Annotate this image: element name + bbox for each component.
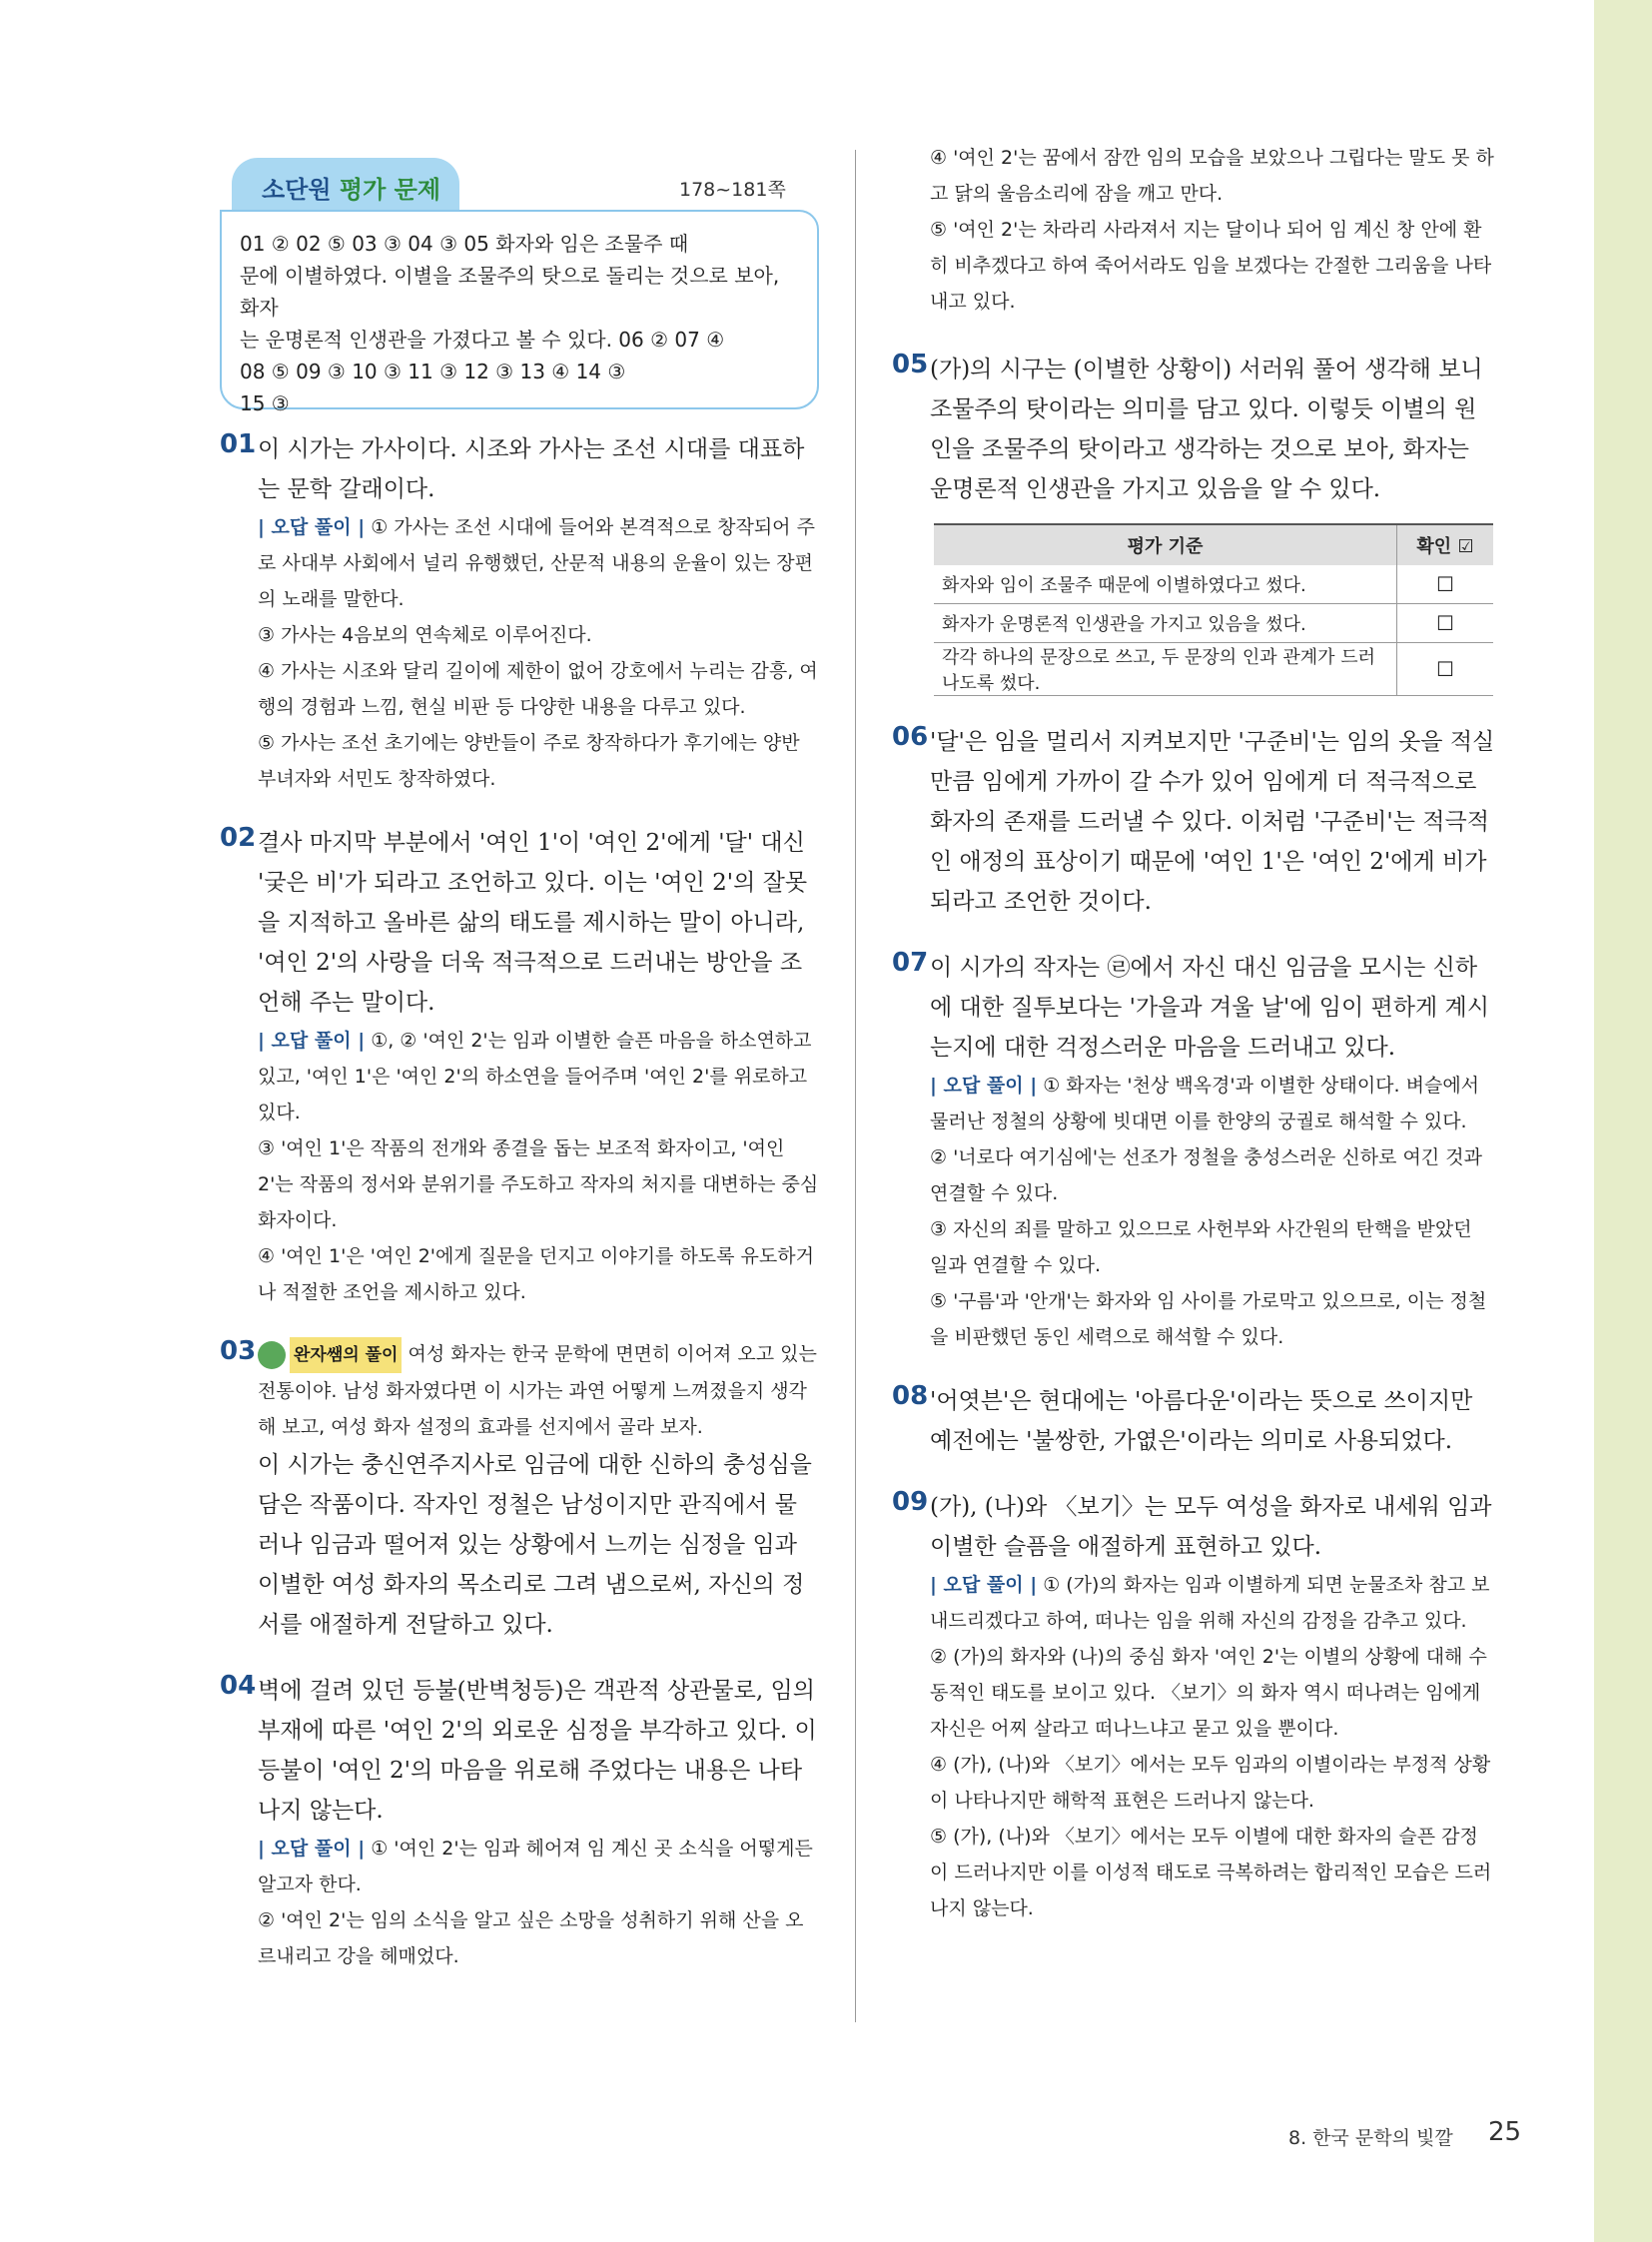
question-08: 08 '어엿븐'은 현대에는 '아름다운'이라는 뜻으로 쓰이지만 예전에는 '불쌍한, 가엾은'이라는 의미로 사용되었다. xyxy=(892,1381,1473,1454)
left-column xyxy=(220,429,819,2000)
question-01: 01 이 시가는 가사이다. 시조와 가사는 조선 시대를 대표하는 문학 갈래이다. | 오답 풀이 | ① 가사는 조선 시대에 들어와 본격적으로 창작되어 주로 사대부 사회에서 널리 유행했던, 산문적 내용의 운율이 있는 장편의 노래를 말한다. ③ 가사는 4음보의 연속체로 이루어진다. ④ 가사는 시조와 달리 길이에 제한이 없어 강호에서 누리는 감흥, 여행의 경험과 느낌, 현실 비판 등 다양한 내용을 다루고 있다. ⑤ 가사는 조선 초기에는 양반들이 주로 창작하다가 후기에는 양반 부녀자와 서민도 창작하였다. xyxy=(220,429,818,790)
page-number: 25 xyxy=(1488,2117,1522,2147)
evaluation-table: 평가 기준 확인 ☑ 화자와 임이 조물주 때문에 이별하였다고 썼다. ☐ 화자가 운명론적 인생관을 가지고 있음을 썼다. ☐ 각각 하나의 문장으로 쓰고, 두 문장의 인과 관계가 드러나도록 썼다. ☐ xyxy=(934,523,1493,696)
checkbox[interactable]: ☐ xyxy=(1397,643,1494,696)
checkbox[interactable]: ☐ xyxy=(1397,565,1494,604)
answer-list: 01 ② 02 ⑤ 03 ③ 04 ③ 05 화자와 임은 조물주 때 문에 이별하였다. 이별을 조물주의 탓으로 돌리는 것으로 보아, 화자 는 운명론적 인생관을 가졌다고 볼 수 있다. 06 ② 07 ④ 08 ⑤ 09 ③ 10 ③ 11 ③ 12 ③ 13 ④ 14 ③ 15 ③ xyxy=(240,232,780,415)
page-range: 178~181쪽 xyxy=(679,179,786,201)
question-04: 04 벽에 걸려 있던 등불(반벽청등)은 객관적 상관물로, 임의 부재에 따른 '여인 2'의 외로운 심정을 부각하고 있다. 이 등불이 '여인 2'의 마음을 위로해 주었다는 내용은 나타나지 않는다. | 오답 풀이 | ① '여인 2'는 임과 헤어져 임 계신 곳 소식을 어떻게든 알고자 한다. ② '여인 2'는 임의 소식을 알고 싶은 소망을 성취하기 위해 산을 오르내리고 강을 헤매었다. xyxy=(220,1671,817,1967)
question-06: 06 '달'은 임을 멀리서 지켜보지만 '구준비'는 임의 옷을 적실 만큼 임에게 가까이 갈 수가 있어 임에게 더 적극적으로 화자의 존재를 드러낼 수 있다. 이처럼 '구준비'는 적극적인 애정의 표상이기 때문에 '여인 1'은 '여인 2'에게 비가 되라고 조언한 것이다. xyxy=(892,722,1495,915)
chapter-title: 8. 한국 문학의 빛깔 xyxy=(1288,2127,1453,2149)
question-05: 05 (가)의 시구는 (이별한 상황이) 서러워 풀어 생각해 보니 조물주의 탓이라는 의미를 담고 있다. 이렇듯 이별의 원인을 조물주의 탓이라고 생각하는 것으로 보아, 화자는 운명론적 인생관을 가지고 있음을 알 수 있다. 평가 기준 확인 ☑ 화자와 임이 조물주 때문에 이별하였다고 썼다. ☐ 화자가 운명론적 인생관을 가지고 있음을 썼다. ☐ 각각 하나의 문장으로 쓰고, 두 문장의 인과 관계가 드러나도록 썼다. ☐ xyxy=(892,350,1495,696)
section-title: 소단원 평가 문제 xyxy=(262,176,441,204)
tutor-icon xyxy=(258,1341,286,1369)
question-02: 02 결사 마지막 부분에서 '여인 1'이 '여인 2'에게 '달' 대신 '궂은 비'가 되라고 조언하고 있다. 이는 '여인 2'의 잘못을 지적하고 올바른 삶의 태도를 제시하는 말이 아니라, '여인 2'의 사랑을 더욱 적극적으로 드러내는 방안을 조언해 주는 말이다. | 오답 풀이 | ①, ② '여인 2'는 임과 이별한 슬픈 마음을 하소연하고 있고, '여인 1'은 '여인 2'의 하소연을 들어주며 '여인 2'를 위로하고 있다. ③ '여인 1'은 작품의 전개와 종결을 돕는 보조적 화자이고, '여인 2'는 작품의 정서와 분위기를 주도하고 작자의 처지를 대변하는 중심 화자이다. ④ '여인 1'은 '여인 2'에게 질문을 던지고 이야기를 하도록 유도하거나 적절한 조언을 제시하고 있다. xyxy=(220,823,819,1303)
right-column xyxy=(892,140,1495,1952)
tutor-badge: 완자쌤의 풀이 xyxy=(290,1337,402,1373)
question-09: 09 (가), (나)와 〈보기〉는 모두 여성을 화자로 내세워 임과 이별한 슬픔을 애절하게 표현하고 있다. | 오답 풀이 | ① (가)의 화자는 임과 이별하게 되면 눈물조차 참고 보내드리겠다고 하여, 떠나는 임을 위해 자신의 감정을 감추고 있다. ② (가)의 화자와 (나)의 중심 화자 '여인 2'는 이별의 상황에 대해 수동적인 태도를 보이고 있다. 〈보기〉의 화자 역시 떠나려는 임에게 자신은 어찌 살라고 떠나느냐고 묻고 있을 뿐이다. ④ (가), (나)와 〈보기〉에서는 모두 임과의 이별이라는 부정적 상황이 나타나지만 해학적 표현은 드러나지 않는다. ⑤ (가), (나)와 〈보기〉에서는 모두 이별에 대한 화자의 슬픈 감정이 드러나지만 이를 이성적 태도로 극복하려는 합리적인 모습은 드러나지 않는다. xyxy=(892,1487,1492,1919)
question-04-cont: ④ '여인 2'는 꿈에서 잠깐 임의 모습을 보았으나 그립다는 말도 못 하고 닭의 울음소리에 잠을 깨고 만다. ⑤ '여인 2'는 차라리 사라져서 지는 달이나 되어 임 계신 창 안에 환히 비추겠다고 하여 죽어서라도 임을 보겠다는 간절한 그리움을 나타내고 있다. xyxy=(930,147,1494,313)
question-03: 03 완자쌤의 풀이 여성 화자는 한국 문학에 면면히 이어져 오고 있는 전통이야. 남성 화자였다면 이 시가는 과연 어떻게 느껴졌을지 생각해 보고, 여성 화자 설정의 효과를 선지에서 골라 보자. 이 시가는 충신연주지사로 임금에 대한 신하의 충성심을 담은 작품이다. 작자인 정철은 남성이지만 관직에서 물러나 임금과 떨어져 있는 상황에서 느끼는 심정을 임과 이별한 여성 화자의 목소리로 그려 냄으로써, 자신의 정서를 애절하게 전달하고 있다. xyxy=(220,1336,817,1638)
checkbox[interactable]: ☐ xyxy=(1397,604,1494,643)
question-07: 07 이 시가의 작자는 ㉣에서 자신 대신 임금을 모시는 신하에 대한 질투보다는 '가을과 겨울 날'에 임이 편하게 계시는지에 대한 걱정스러운 마음을 드러내고 있다. | 오답 풀이 | ① 화자는 '천상 백옥경'과 이별한 상태이다. 벼슬에서 물러난 정철의 상황에 빗대면 이를 한양의 궁궐로 해석할 수 있다. ② '너로다 여기심에'는 선조가 정철을 충성스러운 신하로 여긴 것과 연결할 수 있다. ③ 자신의 죄를 말하고 있으므로 사헌부와 사간원의 탄핵을 받았던 일과 연결할 수 있다. ⑤ '구름'과 '안개'는 화자와 임 사이를 가로막고 있으므로, 이는 정철을 비판했던 동인 세력으로 해석할 수 있다. xyxy=(892,948,1489,1348)
side-strip xyxy=(1594,0,1652,2242)
column-divider xyxy=(855,150,856,2022)
